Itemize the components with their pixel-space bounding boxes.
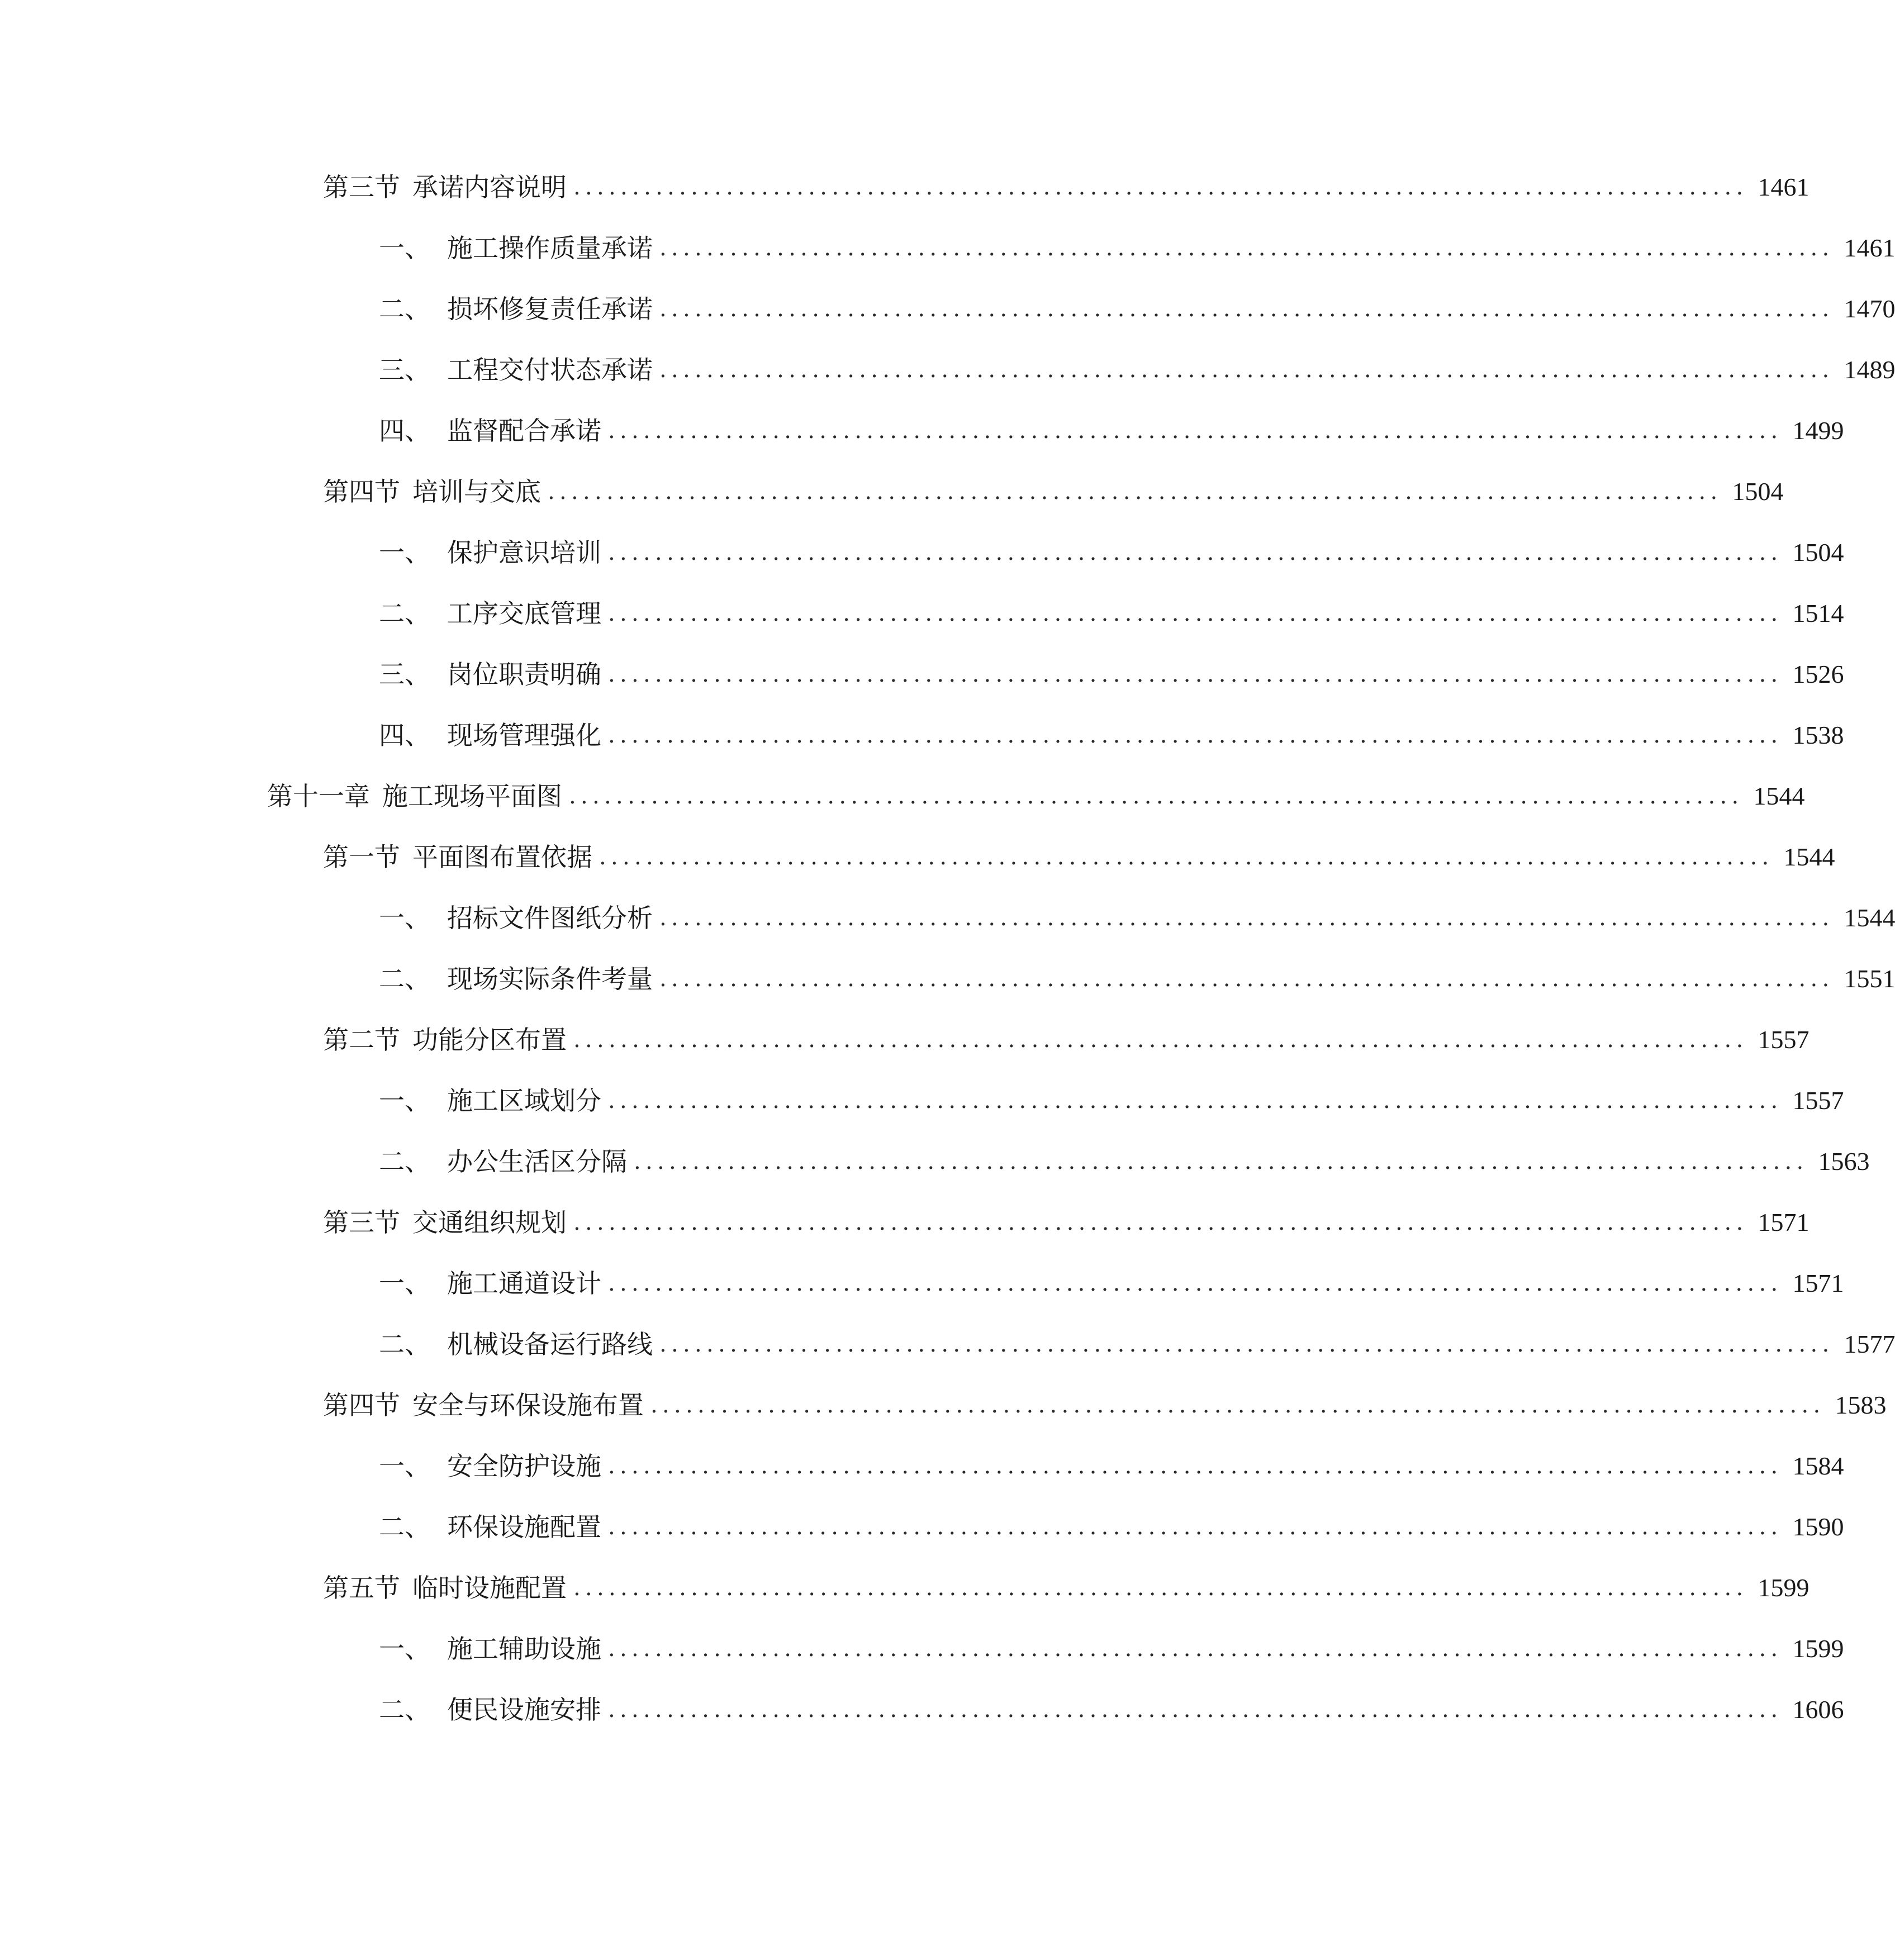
toc-entry-section[interactable]: [323, 168, 1809, 207]
toc-entry-chapter[interactable]: [267, 777, 1805, 816]
toc-entry-page: 1557: [1758, 1025, 1809, 1054]
toc-entry-item[interactable]: [379, 289, 1895, 329]
toc-entry-item[interactable]: [379, 1507, 1844, 1547]
toc-entry-page: 1544: [1844, 903, 1895, 932]
toc-entry-number: 一、: [379, 1268, 430, 1298]
toc-entry-page: 1571: [1792, 1269, 1844, 1297]
toc-dot-leader: ....................................................................................................: [548, 479, 1722, 505]
toc-entry-title: 环保设施配置: [447, 1512, 601, 1542]
toc-entry-title: 施工现场平面图: [382, 781, 562, 811]
toc-entry-title: 施工操作质量承诺: [447, 233, 653, 263]
toc-entry-number: 第三节: [323, 172, 400, 202]
toc-entry-section[interactable]: [323, 1020, 1809, 1059]
toc-entry-number: 第十一章: [267, 781, 370, 811]
toc-entry-item[interactable]: [379, 1325, 1895, 1364]
toc-entry-page: 1499: [1792, 416, 1844, 445]
toc-dot-leader: ....................................................................................................: [659, 235, 1834, 261]
toc-entry-section[interactable]: [323, 1568, 1809, 1607]
toc-entry-number: 第二节: [323, 1025, 400, 1055]
toc-entry-page: 1544: [1783, 843, 1835, 871]
toc-dot-leader: ....................................................................................................: [659, 966, 1834, 992]
toc-entry-title: 施工通道设计: [447, 1268, 601, 1298]
toc-entry-title: 功能分区布置: [412, 1025, 567, 1055]
toc-entry-item[interactable]: [379, 716, 1844, 755]
toc-entry-title: 施工辅助设施: [447, 1634, 601, 1664]
toc-entry-item[interactable]: [379, 1081, 1844, 1120]
toc-entry-page: 1538: [1792, 721, 1844, 749]
toc-entry-number: 二、: [379, 294, 430, 324]
toc-entry-page: 1583: [1835, 1391, 1887, 1419]
toc-entry-number: 二、: [379, 1329, 430, 1359]
toc-entry-page: 1551: [1844, 964, 1895, 993]
toc-entry-page: 1461: [1758, 173, 1809, 201]
toc-entry-number: 一、: [379, 1451, 430, 1481]
toc-entry-page: 1606: [1792, 1695, 1844, 1724]
toc-entry-item[interactable]: [379, 411, 1844, 450]
toc-entry-number: 一、: [379, 1086, 430, 1116]
toc-entry-page: 1599: [1792, 1634, 1844, 1663]
toc-entry-item[interactable]: [379, 350, 1895, 389]
toc-entry-item[interactable]: [379, 229, 1895, 268]
toc-entry-title: 临时设施配置: [412, 1573, 567, 1603]
toc-entry-page: 1584: [1792, 1452, 1844, 1480]
toc-entry-number: 第五节: [323, 1573, 400, 1603]
toc-dot-leader: ....................................................................................................: [573, 1210, 1748, 1235]
toc-entry-number: 四、: [379, 416, 430, 446]
toc-entry-number: 一、: [379, 233, 430, 263]
toc-entry-title: 机械设备运行路线: [447, 1329, 653, 1359]
toc-dot-leader: ....................................................................................................: [608, 1697, 1783, 1723]
toc-dot-leader: ....................................................................................................: [634, 1149, 1808, 1174]
toc-entry-number: 第一节: [323, 842, 400, 872]
toc-dot-leader: ....................................................................................................: [599, 844, 1774, 870]
toc-entry-section[interactable]: [323, 1203, 1809, 1242]
toc-entry-title: 工程交付状态承诺: [447, 355, 653, 385]
toc-dot-leader: ....................................................................................................: [569, 783, 1744, 809]
toc-entry-item[interactable]: [379, 1447, 1844, 1486]
toc-entry-number: 四、: [379, 720, 430, 750]
toc-entry-page: 1544: [1753, 782, 1805, 810]
toc-entry-number: 第四节: [323, 1390, 400, 1420]
toc-entry-page: 1504: [1792, 538, 1844, 567]
toc-dot-leader: ....................................................................................................: [659, 357, 1834, 383]
toc-entry-section[interactable]: [323, 472, 1784, 511]
toc-entry-title: 保护意识培训: [447, 537, 601, 568]
toc-entry-number: 二、: [379, 1512, 430, 1542]
toc-entry-number: 二、: [379, 1695, 430, 1725]
toc-entry-number: 第四节: [323, 477, 400, 507]
toc-entry-number: 一、: [379, 537, 430, 568]
toc-entry-page: 1514: [1792, 599, 1844, 627]
toc-entry-title: 工序交底管理: [447, 598, 601, 629]
toc-entry-item[interactable]: [379, 1264, 1844, 1303]
toc-dot-leader: ....................................................................................................: [650, 1392, 1825, 1418]
toc-dot-leader: ....................................................................................................: [608, 662, 1783, 687]
toc-dot-leader: ....................................................................................................: [608, 418, 1783, 444]
toc-entry-item[interactable]: [379, 959, 1895, 998]
toc-dot-leader: ....................................................................................................: [608, 601, 1783, 626]
toc-entry-title: 交通组织规划: [412, 1207, 567, 1238]
toc-entry-page: 1489: [1844, 355, 1895, 384]
toc-entry-page: 1563: [1818, 1147, 1870, 1176]
toc-dot-leader: ....................................................................................................: [573, 174, 1748, 200]
toc-entry-item[interactable]: [379, 898, 1895, 938]
toc-entry-number: 二、: [379, 964, 430, 994]
toc-entry-page: 1590: [1792, 1512, 1844, 1541]
toc-entry-page: 1599: [1758, 1573, 1809, 1602]
toc-dot-leader: ....................................................................................................: [608, 540, 1783, 565]
toc-entry-page: 1577: [1844, 1330, 1895, 1358]
toc-entry-number: 第三节: [323, 1207, 400, 1238]
toc-entry-number: 三、: [379, 355, 430, 385]
toc-entry-page: 1461: [1844, 234, 1895, 262]
toc-entry-title: 安全与环保设施布置: [412, 1390, 644, 1420]
toc-entry-item[interactable]: [379, 655, 1844, 694]
toc-entry-item[interactable]: [379, 533, 1844, 572]
toc-entry-page: 1504: [1732, 477, 1784, 506]
toc-entry-page: 1571: [1758, 1208, 1809, 1236]
toc-entry-title: 平面图布置依据: [412, 842, 592, 872]
toc-entry-number: 二、: [379, 598, 430, 629]
toc-entry-number: 二、: [379, 1146, 430, 1177]
toc-entry-title: 便民设施安排: [447, 1695, 601, 1725]
toc-dot-leader: ....................................................................................................: [659, 1331, 1834, 1357]
toc-entry-title: 招标文件图纸分析: [447, 903, 653, 933]
toc-entry-title: 施工区域划分: [447, 1086, 601, 1116]
toc-dot-leader: ....................................................................................................: [608, 1636, 1783, 1662]
toc-dot-leader: ....................................................................................................: [573, 1027, 1748, 1053]
toc-entry-title: 监督配合承诺: [447, 416, 601, 446]
toc-entry-title: 现场管理强化: [447, 720, 601, 750]
toc-entry-item[interactable]: [379, 1142, 1870, 1181]
toc-entry-section[interactable]: [323, 1386, 1887, 1425]
toc-dot-leader: ....................................................................................................: [608, 1088, 1783, 1114]
toc-entry-title: 岗位职责明确: [447, 659, 601, 689]
toc-entry-page: 1470: [1844, 294, 1895, 323]
toc-entry-page: 1526: [1792, 660, 1844, 688]
toc-dot-leader: ....................................................................................................: [659, 905, 1834, 931]
toc-entry-title: 安全防护设施: [447, 1451, 601, 1481]
toc-entry-number: 一、: [379, 903, 430, 933]
toc-dot-leader: ....................................................................................................: [608, 1514, 1783, 1540]
toc-entry-item[interactable]: [379, 1690, 1844, 1729]
toc-entry-section[interactable]: [323, 838, 1835, 877]
toc-entry-item[interactable]: [379, 1629, 1844, 1668]
toc-entry-item[interactable]: [379, 594, 1844, 633]
toc-entry-title: 办公生活区分隔: [447, 1146, 627, 1177]
toc-entry-page: 1557: [1792, 1086, 1844, 1115]
toc-entry-title: 培训与交底: [412, 477, 541, 507]
toc-entry-title: 损坏修复责任承诺: [447, 294, 653, 324]
toc-dot-leader: ....................................................................................................: [608, 722, 1783, 748]
toc-entry-number: 三、: [379, 659, 430, 689]
toc-entry-title: 承诺内容说明: [412, 172, 567, 202]
toc-entry-number: 一、: [379, 1634, 430, 1664]
toc-dot-leader: ....................................................................................................: [573, 1575, 1748, 1601]
toc-dot-leader: ....................................................................................................: [659, 296, 1834, 322]
toc-dot-leader: ....................................................................................................: [608, 1271, 1783, 1296]
toc-entry-title: 现场实际条件考量: [447, 964, 653, 994]
toc-dot-leader: ....................................................................................................: [608, 1453, 1783, 1479]
